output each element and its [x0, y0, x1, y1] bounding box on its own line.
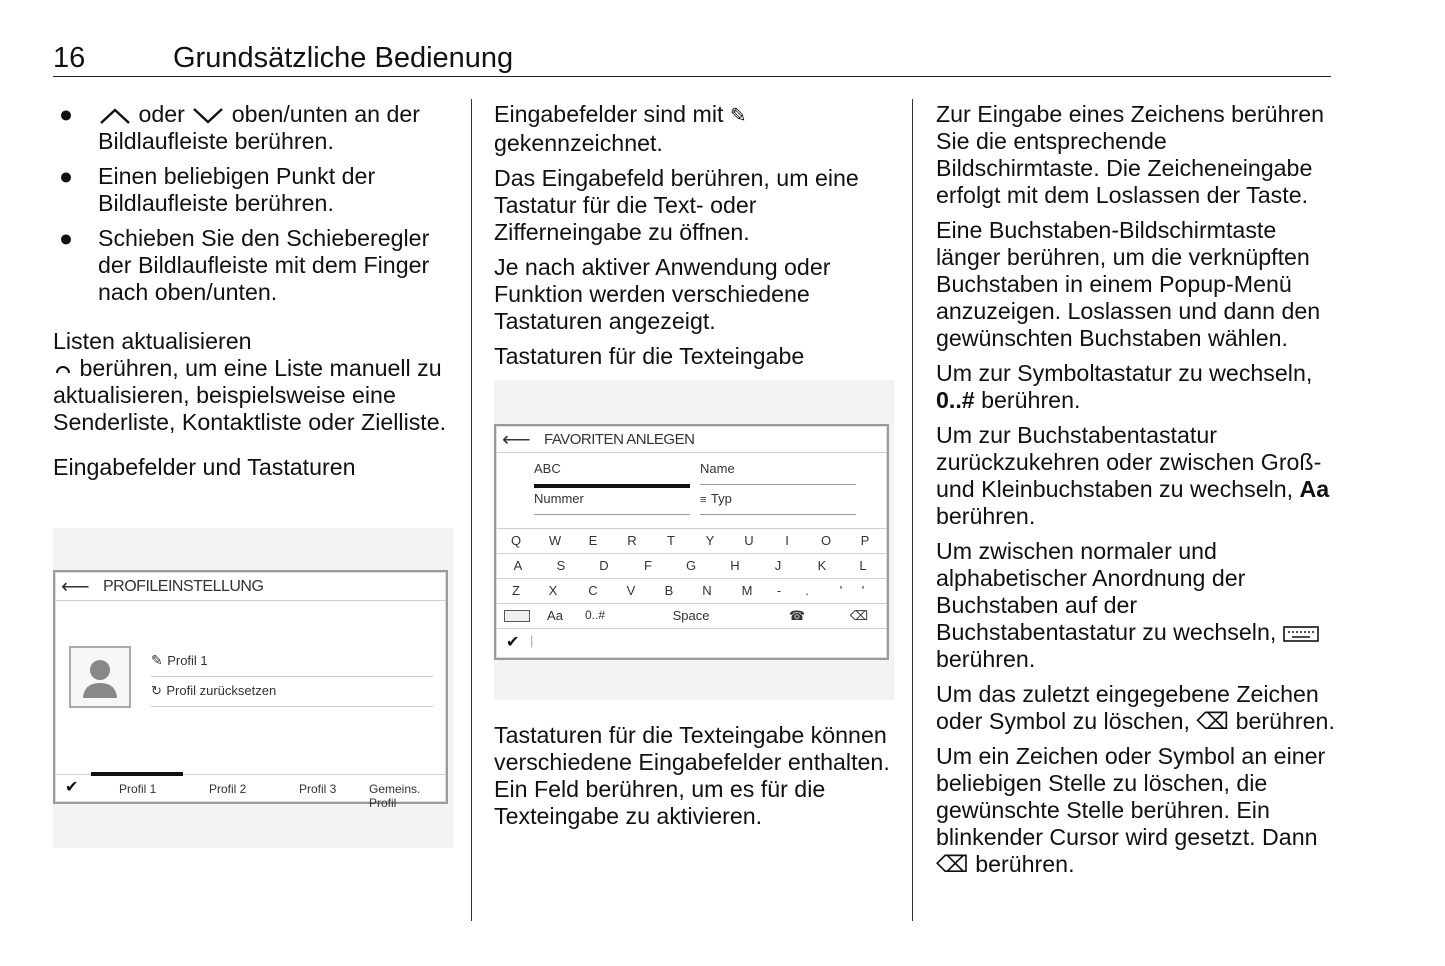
key: L: [859, 558, 867, 573]
key: W: [548, 533, 562, 548]
body-text: berühren.: [981, 387, 1081, 413]
chevron-up-icon: [98, 106, 132, 126]
key: U: [744, 533, 754, 548]
key: Q: [510, 533, 522, 548]
keyboard-row-4: [496, 603, 887, 628]
key: R: [627, 533, 637, 548]
list-item-text: oder: [138, 101, 185, 127]
key: I: [785, 533, 789, 548]
pencil-icon: ✎: [729, 105, 747, 127]
menu-item-label: Profil 1: [167, 653, 208, 668]
body-text: Um das zuletzt eingegebene Zeichen oder Symbol zu löschen,: [936, 681, 1319, 734]
pencil-icon: ✎: [151, 652, 163, 668]
body-text: Eingabefelder sind mit: [494, 101, 724, 127]
body-text: berühren, um eine Liste manuell zu aktualisieren, beispielsweise eine Senderliste, Kontaktliste oder Zielliste.: [53, 355, 447, 435]
column-divider: [912, 99, 913, 921]
backspace-icon: ⌫: [1196, 708, 1230, 734]
tab-profil-3: Profil 3: [299, 782, 337, 796]
refresh-icon: [53, 360, 73, 380]
body-text: Um zwischen normaler und alphabetischer Anordnung der Buchstaben auf der Buchstabentastatur zu wechseln,: [936, 538, 1277, 645]
list-item-text: Einen beliebigen Punkt der Bildlaufleiste berühren.: [98, 163, 376, 216]
key: S: [556, 558, 566, 573]
key: X: [548, 583, 558, 598]
tab-profil-2: Profil 2: [209, 782, 247, 796]
key: -: [776, 583, 782, 598]
key: D: [599, 558, 609, 573]
body-text: Um zur Symboltastatur zu wechseln,: [936, 360, 1313, 386]
bullet-icon: ●: [59, 163, 74, 189]
body-text: Je nach aktiver Anwendung oder Funktion werden verschiedene Tastaturen angezeigt.: [494, 254, 831, 334]
dropdown-icon: ≡: [700, 494, 707, 506]
voice-icon: ☎: [788, 608, 806, 623]
keyboard-row-3: [496, 578, 887, 603]
backspace-icon: ⌫: [849, 608, 869, 623]
key: A: [513, 558, 523, 573]
key: N: [702, 583, 712, 598]
list-item: [53, 225, 453, 306]
back-arrow-icon: ⟵: [61, 576, 90, 598]
column-3: [936, 101, 1336, 886]
screen-title: FAVORITEN ANLEGEN: [544, 431, 695, 448]
key: B: [664, 583, 674, 598]
back-arrow-icon: ⟵: [502, 429, 531, 451]
body-text: Tastaturen für die Texteingabe können verschiedene Eingabefelder enthalten. Ein Feld berühren, um es für die Texteingabe zu aktivieren.: [494, 722, 890, 829]
body-text: berühren.: [936, 646, 1036, 672]
screen-title: PROFILEINSTELLUNG: [103, 578, 264, 595]
key: ': [839, 583, 843, 598]
field-label: Nummer: [534, 491, 584, 506]
key: P: [860, 533, 870, 548]
tab-gemeinsames-profil: Gemeins. Profil: [369, 782, 421, 810]
key: J: [774, 558, 782, 573]
body-text: Eine Buchstaben-Bildschirmtaste länger berühren, um die verknüpften Buchstaben in einem Popup-Menü anzuzeigen. Loslassen und dann den gewünschten Buchstaben wählen.: [936, 217, 1321, 351]
separator: |: [530, 633, 534, 648]
column-divider: [471, 99, 472, 921]
list-item: [53, 101, 453, 155]
chevron-down-icon: [191, 106, 225, 126]
key: ': [861, 583, 865, 598]
key: F: [644, 558, 652, 573]
key: M: [741, 583, 753, 598]
active-tab-indicator: [91, 772, 183, 776]
key: C: [588, 583, 598, 598]
list-item-text: Schieben Sie den Schieberegler der Bildlaufleiste mit dem Finger nach oben/unten.: [98, 225, 430, 305]
keyboard-row-5: [496, 628, 887, 653]
keyboard-row-2: [496, 553, 887, 578]
key-numbers: 0..#: [584, 608, 605, 622]
section-heading: Eingabefelder und Tastaturen: [53, 454, 356, 480]
page-number: 16: [53, 42, 86, 74]
body-text: gekennzeichnet.: [494, 130, 663, 156]
key: K: [817, 558, 827, 573]
key: T: [667, 533, 675, 548]
keyboard-row-1: [496, 528, 887, 553]
body-text: Um ein Zeichen oder Symbol an einer beliebigen Stelle zu löschen, die gewünschte Stelle berühren. Ein blinkender Cursor wird gesetzt. Dann: [936, 743, 1326, 850]
key-space: Space: [672, 608, 710, 623]
refresh-icon: ↻: [151, 683, 162, 698]
body-text: berühren.: [936, 503, 1036, 529]
key: G: [685, 558, 697, 573]
section-heading: Listen aktualisieren: [53, 328, 252, 354]
keyboard-screenshot: [494, 380, 894, 700]
body-text: Das Eingabefeld berühren, um eine Tastatur für die Text- oder Zifferneingabe zu öffnen.: [494, 165, 859, 245]
body-text: berühren.: [1235, 708, 1335, 734]
body-text: berühren.: [975, 851, 1075, 877]
column-2: [494, 101, 894, 370]
list-item: [53, 163, 453, 217]
keyboard-icon: [504, 610, 530, 622]
key: Z: [512, 583, 520, 598]
chapter-title: Grundsätzliche Bedienung: [173, 42, 514, 74]
key-label: 0..#: [936, 387, 975, 413]
bullet-icon: ●: [59, 225, 74, 251]
keyboard-icon: [1283, 625, 1319, 643]
key: E: [588, 533, 598, 548]
tab-profil-1: Profil 1: [119, 782, 157, 796]
checkmark-icon: ✔: [65, 779, 79, 796]
bullet-icon: ●: [59, 101, 74, 127]
key-label: Aa: [1299, 476, 1330, 502]
key: H: [730, 558, 740, 573]
key: .: [805, 583, 809, 598]
profile-screenshot: [53, 528, 453, 848]
field-label: Name: [700, 461, 735, 476]
key: V: [626, 583, 636, 598]
body-text: Um zur Buchstabentastatur zurückzukehren oder zwischen Groß- und Kleinbuchstaben zu wechseln,: [936, 422, 1322, 502]
body-text: Zur Eingabe eines Zeichens berühren Sie die entsprechende Bildschirmtaste. Die Zeicheneingabe erfolgt mit dem Loslassen der Taste.: [936, 101, 1324, 208]
key: O: [820, 533, 832, 548]
page-header: [53, 40, 1331, 77]
field-label: Typ: [710, 491, 732, 506]
column-2-lower: [494, 722, 894, 838]
key-aa: Aa: [547, 608, 563, 623]
field-label: ABC: [534, 461, 561, 476]
list-item-text: oben/unten an der Bildlaufleiste berühren.: [98, 101, 421, 154]
column-1: [53, 101, 453, 481]
avatar: [69, 646, 131, 708]
backspace-icon: ⌫: [936, 851, 969, 877]
section-heading: Tastaturen für die Texteingabe: [494, 343, 805, 369]
menu-item-label: Profil zurücksetzen: [166, 683, 277, 698]
key: Y: [705, 533, 715, 548]
checkmark-icon: ✔: [506, 634, 520, 651]
